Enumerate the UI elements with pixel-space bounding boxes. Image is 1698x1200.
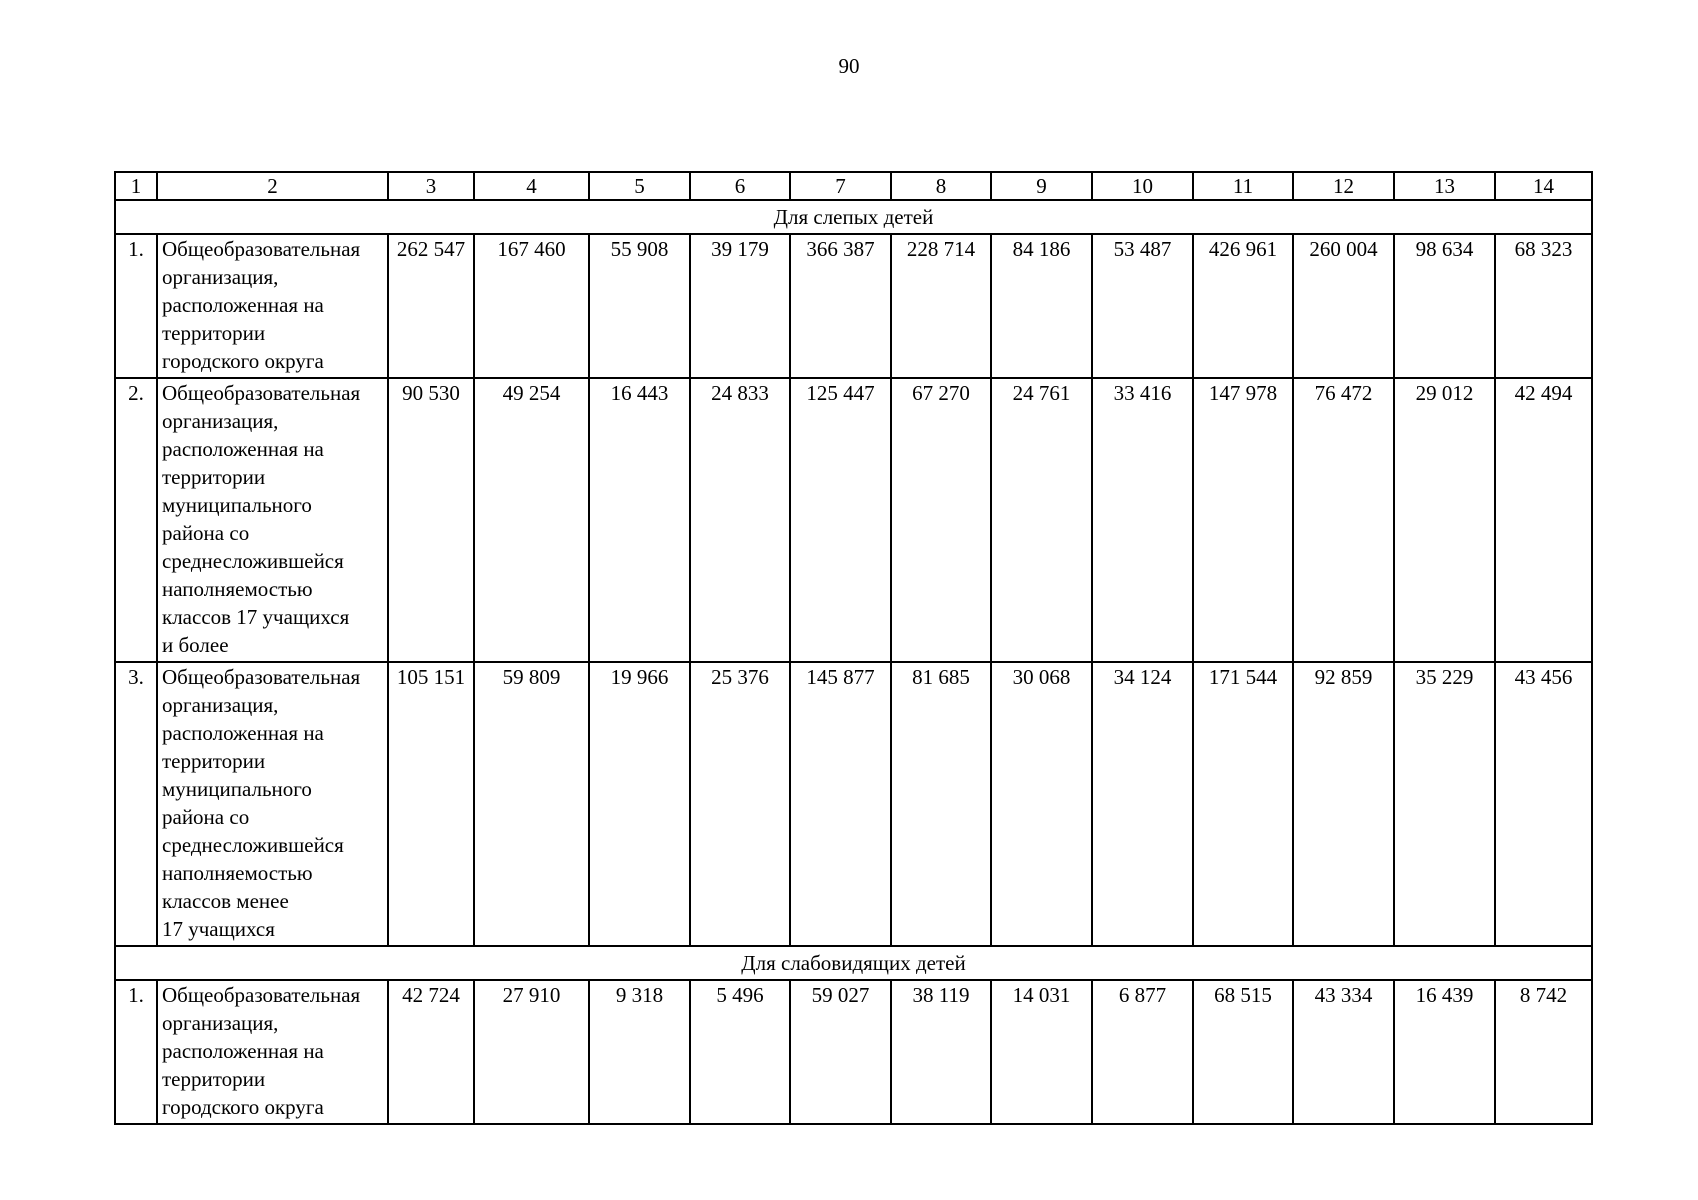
column-header: 7 (790, 172, 891, 200)
table-cell: 25 376 (690, 662, 790, 946)
table-row (115, 980, 1592, 1124)
table-cell: 125 447 (790, 378, 891, 662)
table-cell: 49 254 (474, 378, 589, 662)
row-number: 2. (115, 378, 157, 662)
table-cell: 24 833 (690, 378, 790, 662)
table-cell: 14 031 (991, 980, 1092, 1124)
table-cell: 35 229 (1394, 662, 1495, 946)
table-cell: 426 961 (1193, 234, 1293, 378)
column-header: 11 (1193, 172, 1293, 200)
column-header: 4 (474, 172, 589, 200)
table-cell: 167 460 (474, 234, 589, 378)
column-header: 9 (991, 172, 1092, 200)
table-cell: 171 544 (1193, 662, 1293, 946)
row-name: Общеобразовательная организация, расположенная на территории муниципального района со среднесложившейся наполняемостью классов 17 учащихся и более (157, 378, 388, 662)
table-cell: 38 119 (891, 980, 991, 1124)
table-cell: 19 966 (589, 662, 690, 946)
table-cell: 8 742 (1495, 980, 1592, 1124)
column-number-row (115, 172, 1592, 200)
table-cell: 366 387 (790, 234, 891, 378)
table-cell: 42 494 (1495, 378, 1592, 662)
table-cell: 59 809 (474, 662, 589, 946)
table-cell: 39 179 (690, 234, 790, 378)
table-cell: 98 634 (1394, 234, 1495, 378)
table-cell: 84 186 (991, 234, 1092, 378)
table-cell: 59 027 (790, 980, 891, 1124)
table-cell: 29 012 (1394, 378, 1495, 662)
table-cell: 24 761 (991, 378, 1092, 662)
table-cell: 43 334 (1293, 980, 1394, 1124)
table-cell: 76 472 (1293, 378, 1394, 662)
column-header: 3 (388, 172, 474, 200)
row-number: 1. (115, 980, 157, 1124)
row-number: 3. (115, 662, 157, 946)
table-cell: 53 487 (1092, 234, 1193, 378)
column-header: 6 (690, 172, 790, 200)
table-cell: 260 004 (1293, 234, 1394, 378)
table-cell: 16 439 (1394, 980, 1495, 1124)
table-row (115, 378, 1592, 662)
row-number: 1. (115, 234, 157, 378)
table-cell: 9 318 (589, 980, 690, 1124)
section-header-low-vision (115, 946, 1592, 980)
page-number: 90 (838, 54, 860, 78)
table-cell: 27 910 (474, 980, 589, 1124)
row-name: Общеобразовательная организация, расположенная на территории городского округа (157, 234, 388, 378)
table-cell: 6 877 (1092, 980, 1193, 1124)
table-cell: 5 496 (690, 980, 790, 1124)
table-cell: 43 456 (1495, 662, 1592, 946)
table-cell: 147 978 (1193, 378, 1293, 662)
column-header: 5 (589, 172, 690, 200)
cost-table (114, 171, 1593, 1125)
table-cell: 105 151 (388, 662, 474, 946)
table-cell: 16 443 (589, 378, 690, 662)
column-header: 13 (1394, 172, 1495, 200)
row-name: Общеобразовательная организация, расположенная на территории муниципального района со среднесложившейся наполняемостью классов менее 17 учащихся (157, 662, 388, 946)
table-cell: 55 908 (589, 234, 690, 378)
table-cell: 68 515 (1193, 980, 1293, 1124)
table-cell: 81 685 (891, 662, 991, 946)
table-cell: 67 270 (891, 378, 991, 662)
table-row (115, 234, 1592, 378)
column-header: 10 (1092, 172, 1193, 200)
section-title: Для слепых детей (115, 200, 1592, 234)
table-cell: 42 724 (388, 980, 474, 1124)
column-header: 2 (157, 172, 388, 200)
column-header: 1 (115, 172, 157, 200)
row-name: Общеобразовательная организация, расположенная на территории городского округа (157, 980, 388, 1124)
column-header: 14 (1495, 172, 1592, 200)
section-header-blind (115, 200, 1592, 234)
table-cell: 145 877 (790, 662, 891, 946)
column-header: 8 (891, 172, 991, 200)
table-cell: 34 124 (1092, 662, 1193, 946)
column-header: 12 (1293, 172, 1394, 200)
table-row (115, 662, 1592, 946)
table-cell: 228 714 (891, 234, 991, 378)
table-cell: 92 859 (1293, 662, 1394, 946)
table-cell: 68 323 (1495, 234, 1592, 378)
table-cell: 30 068 (991, 662, 1092, 946)
section-title: Для слабовидящих детей (115, 946, 1592, 980)
table-cell: 262 547 (388, 234, 474, 378)
table-cell: 90 530 (388, 378, 474, 662)
table-cell: 33 416 (1092, 378, 1193, 662)
